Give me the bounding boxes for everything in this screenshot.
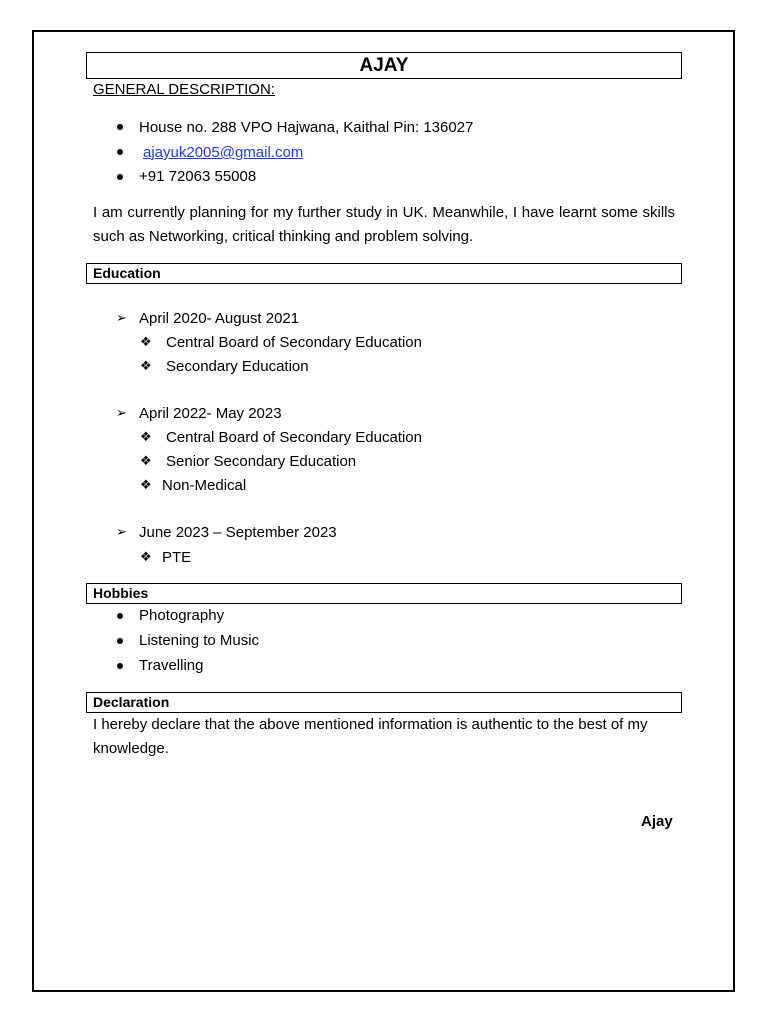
- arrow-bullet-icon: ➢: [116, 406, 127, 421]
- bullet-dot-icon: [117, 663, 123, 669]
- education-item: Non-Medical: [162, 477, 247, 494]
- bullet-dot-icon: [117, 613, 123, 619]
- diamond-bullet-icon: ❖: [140, 478, 152, 493]
- education-item: Central Board of Secondary Education: [166, 429, 422, 446]
- diamond-bullet-icon: ❖: [140, 550, 152, 565]
- education-period: June 2023 – September 2023: [139, 524, 337, 541]
- bullet-dot-icon: [117, 638, 123, 644]
- education-item: Secondary Education: [166, 358, 309, 375]
- page-border: [32, 30, 735, 992]
- bullet-dot-icon: [117, 149, 123, 155]
- contact-address: House no. 288 VPO Hajwana, Kaithal Pin: 136027: [139, 119, 474, 136]
- arrow-bullet-icon: ➢: [116, 311, 127, 326]
- signature: Ajay: [641, 813, 673, 830]
- education-item: PTE: [162, 549, 192, 566]
- education-period: April 2020- August 2021: [139, 310, 300, 327]
- diamond-bullet-icon: ❖: [140, 335, 152, 350]
- general-description-text: I am currently planning for my further study in UK. Meanwhile, I have learnt some skills such as Networking, critical thinking and problem solving.: [93, 204, 675, 245]
- declaration-text: I hereby declare that the above mentioned information is authentic to the best of my knowledge.: [93, 716, 648, 757]
- education-item: Central Board of Secondary Education: [166, 334, 422, 351]
- diamond-bullet-icon: ❖: [140, 430, 152, 445]
- contact-phone: +91 72063 55008: [139, 168, 257, 185]
- declaration-heading: Declaration: [86, 692, 682, 713]
- hobby-item: Listening to Music: [139, 632, 260, 649]
- bullet-dot-icon: [117, 174, 123, 180]
- diamond-bullet-icon: ❖: [140, 359, 152, 374]
- contact-email-link[interactable]: ajayuk2005@gmail.com: [143, 144, 304, 161]
- hobbies-heading: Hobbies: [86, 583, 682, 604]
- general-description-heading: GENERAL DESCRIPTION:: [93, 81, 275, 98]
- hobby-item: Photography: [139, 607, 225, 624]
- education-item: Senior Secondary Education: [166, 453, 357, 470]
- education-heading: Education: [86, 263, 682, 284]
- bullet-dot-icon: [117, 124, 123, 130]
- name-header: AJAY: [86, 52, 682, 79]
- arrow-bullet-icon: ➢: [116, 525, 127, 540]
- diamond-bullet-icon: ❖: [140, 454, 152, 469]
- education-period: April 2022- May 2023: [139, 405, 282, 422]
- hobby-item: Travelling: [139, 657, 204, 674]
